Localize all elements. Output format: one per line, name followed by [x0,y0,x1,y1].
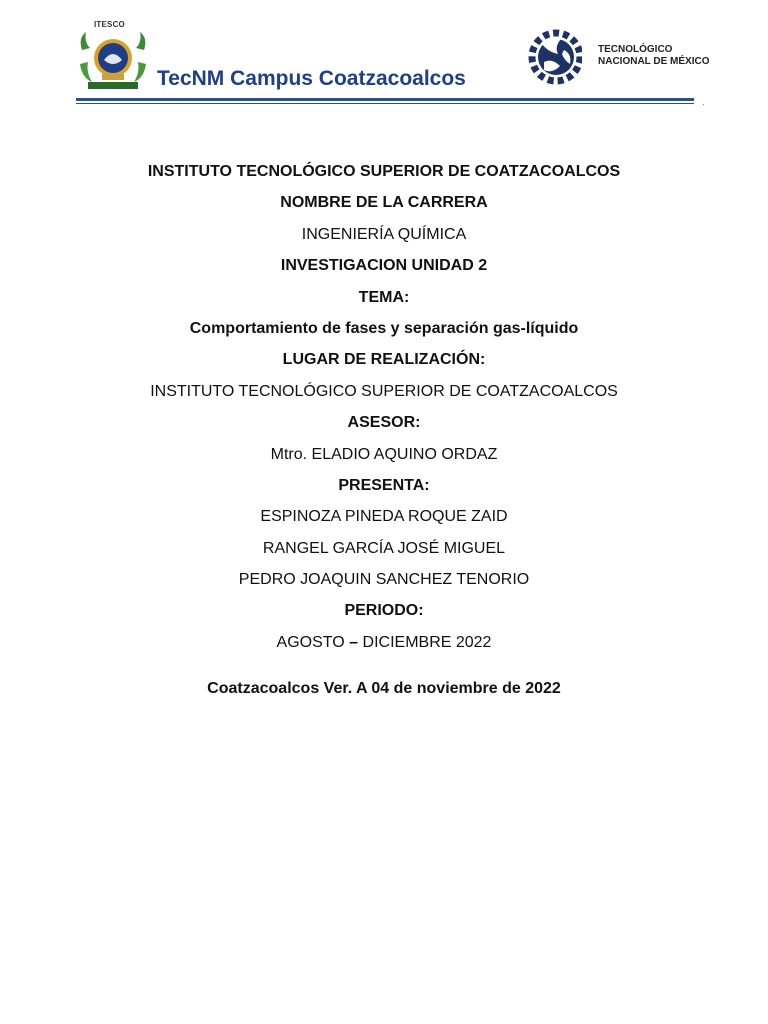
header-rule-thin [76,103,694,104]
header-rule-thick [76,98,694,101]
career-name: INGENIERÍA QUÍMICA [301,225,467,243]
cover-content [0,156,768,705]
career-heading: NOMBRE DE LA CARRERA [280,194,488,212]
place-text: INSTITUTO TECNOLÓGICO SUPERIOR DE COATZACOALCOS [150,382,618,400]
itesco-shield-icon [78,20,148,92]
presenter-name: ESPINOZA PINEDA ROQUE ZAID [260,508,508,526]
itesco-logo [78,20,148,92]
date-line: Coatzacoalcos Ver. A 04 de noviembre de 2022 [207,680,561,698]
spacer [0,658,768,673]
period-heading: PERIODO: [344,602,424,620]
tecnm-wordmark [598,44,710,68]
place-heading: LUGAR DE REALIZACIÓN: [282,351,486,369]
period-text [0,627,768,658]
period-end: DICIEMBRE 2022 [362,633,492,651]
page-header [0,0,768,115]
topic-heading: TEMA: [358,288,410,306]
advisor-heading: ASESOR: [347,414,421,432]
tecnm-gear-icon [528,24,582,90]
unit-title: INVESTIGACION UNIDAD 2 [280,257,488,275]
presenters-heading: PRESENTA: [338,476,430,494]
presenter-name: PEDRO JOAQUIN SANCHEZ TENORIO [238,571,530,589]
tecnm-line-1: TECNOLÓGICO [598,44,673,55]
period-start: AGOSTO [276,633,345,651]
presenter-name: RANGEL GARCÍA JOSÉ MIGUEL [262,539,506,557]
topic-text: Comportamiento de fases y separación gas-líquido [189,319,579,337]
tecnm-logo [528,24,582,90]
institute-name: INSTITUTO TECNOLÓGICO SUPERIOR DE COATZACOALCOS [147,163,621,180]
stray-mark [703,104,704,105]
tecnm-line-2: NACIONAL DE MÉXICO [598,56,710,67]
itesco-logo-label: ITESCO [94,20,125,29]
period-dash: – [349,633,359,651]
advisor-name: Mtro. ELADIO AQUINO ORDAZ [270,445,498,463]
campus-title: TecNM Campus Coatzacoalcos [157,67,466,90]
